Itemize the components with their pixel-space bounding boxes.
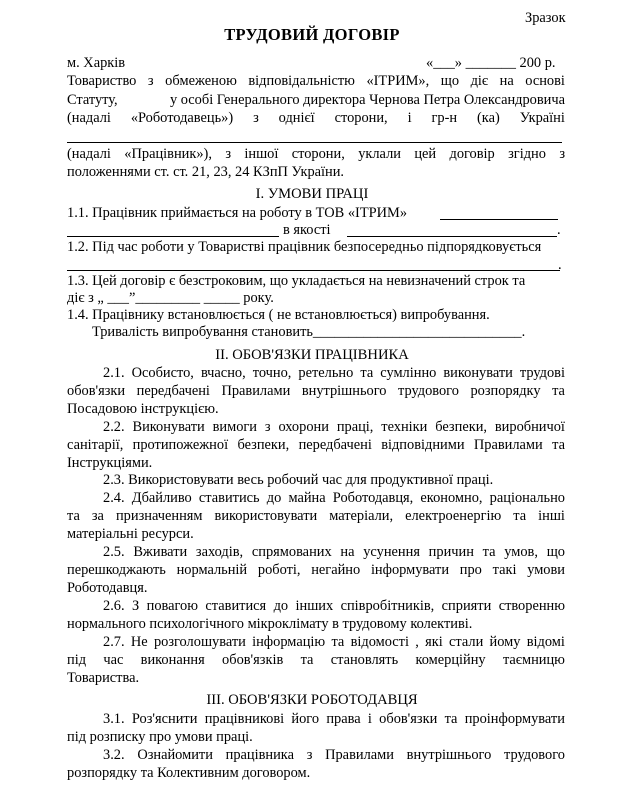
clause-line (67, 562, 565, 578)
period-mark: . (557, 222, 561, 238)
word: ставитися (205, 598, 267, 614)
word: ретельно (298, 365, 354, 381)
word: 3.1. (103, 711, 125, 727)
word: час (103, 652, 124, 668)
word: розголошувати (153, 634, 246, 650)
position-blank-1 (67, 236, 279, 237)
clause-1-3-date: діє з „ ___”_________ _____ року. (67, 290, 274, 306)
clause-line (103, 711, 565, 727)
word: Правилами (473, 437, 543, 453)
word: Ознайомити (137, 747, 213, 763)
word: 2.4. (103, 490, 125, 506)
word: гр-н (431, 110, 458, 126)
word: Роз'яснити (131, 711, 198, 727)
word: внутрішнього (406, 747, 492, 763)
employer-blank (440, 219, 558, 220)
clause-line: Посадовою інструкцією. (67, 401, 219, 417)
word: комерційну (415, 652, 486, 668)
word: вимоги (212, 419, 258, 435)
section-title: І. УМОВИ ПРАЦІ (255, 186, 369, 202)
word: повагою (146, 598, 199, 614)
clause-line: під розписку про умови праці. (67, 729, 253, 745)
word: (надалі (67, 110, 111, 126)
word: призначенням (115, 508, 203, 524)
clause-line (67, 508, 565, 524)
word: безпеки, (435, 419, 487, 435)
word: Україні (519, 110, 565, 126)
clause-line (67, 437, 565, 453)
clause-line: нормального психологічного мікроклімату в трудовому колективі. (67, 616, 473, 632)
city: м. Харків (67, 55, 126, 71)
word: Правилами (325, 747, 394, 763)
word: з (253, 110, 259, 126)
word: та (513, 508, 527, 524)
word: стали (449, 634, 484, 650)
section-title: ІІІ. ОБОВ'ЯЗКИ РОБОТОДАВЦЯ (206, 692, 418, 708)
word: спрямованих (251, 544, 332, 560)
preamble-line: положеннями ст. ст. 21, 23, 24 КЗпП України. (67, 164, 345, 180)
probation-duration: Тривалість випробування становить_____________________________. (92, 324, 526, 340)
word: Статуту, (67, 92, 118, 108)
word: такі (492, 562, 517, 578)
word: та (67, 508, 80, 524)
word: та (360, 365, 374, 381)
word: виконання (140, 652, 205, 668)
word: умов, (504, 544, 538, 560)
word: на (499, 73, 514, 89)
word: уклали (358, 146, 401, 162)
word: інформувати (370, 562, 450, 578)
word: у особі Генерального директора Чернова Петра Олександровича (169, 92, 565, 108)
word: економно, (420, 490, 483, 506)
word: 2.2. (103, 419, 125, 435)
preamble-line (67, 110, 565, 126)
word: договір (449, 146, 495, 162)
word: Дбайливо (131, 490, 192, 506)
word: обов'язки (67, 383, 126, 399)
word: трудові (519, 365, 565, 381)
preamble-line (67, 73, 565, 89)
word: Виконувати (132, 419, 205, 435)
section-title: ІІ. ОБОВ'ЯЗКИ ПРАЦІВНИКА (215, 347, 409, 363)
period-mark: . (558, 257, 562, 273)
word: відомі (526, 634, 565, 650)
word: заходів, (195, 544, 244, 560)
word: та (331, 634, 345, 650)
word: негайно (311, 562, 361, 578)
word: роботі, (257, 562, 301, 578)
clause-line (67, 383, 565, 399)
clause-line: розпорядку та Колективним договором. (67, 765, 311, 781)
clause-line: 2.3. Використовувати весь робочий час для продуктивної праці. (103, 472, 494, 488)
preamble-line (67, 146, 565, 162)
word: сумлінно (380, 365, 437, 381)
word: становлять (330, 652, 399, 668)
contract-date: «___» _______ 200 р. (426, 55, 556, 71)
word: основі (525, 73, 565, 89)
clause-line (103, 419, 565, 435)
word: майна (288, 490, 326, 506)
clause-line (103, 544, 565, 560)
clause-line (67, 652, 565, 668)
supervisor-blank (67, 270, 560, 271)
word: працівника (225, 747, 294, 763)
word: «Працівник»), (124, 146, 212, 162)
word: обмеженою (165, 73, 237, 89)
word: розпорядку (470, 383, 541, 399)
word: протипожежної (132, 437, 229, 453)
word: Не (130, 634, 148, 650)
clause-line (103, 490, 565, 506)
clause-line (103, 598, 565, 614)
word: до (273, 598, 289, 614)
word: 2.6. (103, 598, 125, 614)
clause-line: Інструкціями. (67, 455, 153, 471)
word: інших (295, 598, 334, 614)
word: та (552, 437, 565, 453)
word: та (444, 711, 458, 727)
word: Роботодавця, (332, 490, 414, 506)
word: умови (527, 562, 565, 578)
position-blank-2 (347, 236, 557, 237)
position-label: в якості (283, 222, 331, 238)
word: з (559, 146, 565, 162)
word: співробітників, (340, 598, 435, 614)
word: Особисто, (131, 365, 194, 381)
clause-1-1: 1.1. Працівник приймається на роботу в ТОВ «ІТРИМ» (67, 205, 408, 221)
word: обов'язки (379, 711, 438, 727)
word: працівникові (204, 711, 285, 727)
word: права (326, 711, 361, 727)
word: про (459, 562, 482, 578)
word: під (67, 652, 87, 668)
word: трудового (398, 383, 459, 399)
word: 2.1. (103, 365, 125, 381)
word: іншої (244, 146, 279, 162)
word: Правилами (221, 383, 291, 399)
word: виробничої (494, 419, 565, 435)
word: точно, (252, 365, 292, 381)
word: цей (414, 146, 437, 162)
word: з (306, 747, 313, 763)
word: використовувати (214, 508, 318, 524)
word: йому (489, 634, 521, 650)
word: відповідальністю (248, 73, 355, 89)
word: нормальній (176, 562, 248, 578)
word: (надалі (67, 146, 111, 162)
clause-line: Товариства. (67, 670, 140, 686)
word: «ІТРИМ», (366, 73, 430, 89)
clause-line: Роботодавця. (67, 580, 148, 596)
word: і (367, 711, 372, 727)
word: праці, (336, 419, 374, 435)
word: його (291, 711, 320, 727)
word: з (264, 419, 271, 435)
word: за (91, 508, 104, 524)
employee-name-blank (67, 142, 562, 143)
document-title: ТРУДОВИЙ ДОГОВІР (224, 25, 400, 44)
clause-line: матеріальні ресурси. (67, 526, 194, 542)
word: та (300, 652, 314, 668)
word: трудового (504, 747, 565, 763)
word: передбачені (136, 383, 210, 399)
word: матеріали, (329, 508, 394, 524)
word: внутрішнього (301, 383, 387, 399)
word: таємницю (502, 652, 565, 668)
word: згідно (508, 146, 546, 162)
clause-1-3: 1.3. Цей договір є безстроковим, що укладається на невизначений строк та (67, 273, 526, 289)
word: Вживати (133, 544, 188, 560)
clause-line (103, 747, 565, 763)
word: інші (538, 508, 565, 524)
word: з (225, 146, 231, 162)
word: які (425, 634, 443, 650)
word: безпеки, (237, 437, 290, 453)
word: що (440, 73, 460, 89)
word: 3.2. (103, 747, 125, 763)
word: раціонально (489, 490, 565, 506)
word: з (147, 73, 154, 89)
word: відомості (350, 634, 409, 650)
sample-label: Зразок (525, 10, 566, 26)
preamble-line (67, 92, 565, 108)
word: до (266, 490, 282, 506)
clause-1-4: 1.4. Працівнику встановлюється ( не встановлюється) випробування. (67, 307, 490, 323)
word: передбачені (298, 437, 372, 453)
word: інформацію (252, 634, 326, 650)
word: санітарії, (67, 437, 124, 453)
word: електроенергію (405, 508, 502, 524)
word: та (552, 383, 565, 399)
word: техніки (381, 419, 428, 435)
word: і (407, 110, 412, 126)
clause-1-2: 1.2. Під час роботи у Товаристві працівник безпосередньо підпорядковується (67, 239, 542, 255)
word: Товариство (67, 73, 137, 89)
word: , (415, 634, 419, 650)
word: що (546, 544, 565, 560)
word: усунення (363, 544, 420, 560)
word: ставитись (198, 490, 260, 506)
word: діє (470, 73, 489, 89)
clause-line (103, 634, 565, 650)
word: створенню (498, 598, 565, 614)
word: «Роботодавець») (130, 110, 234, 126)
word: та (482, 544, 496, 560)
word: охорони (278, 419, 329, 435)
word: сторони, (334, 110, 388, 126)
word: виконувати (443, 365, 513, 381)
word: сприяти (441, 598, 492, 614)
word: 2.5. (103, 544, 125, 560)
clause-line (103, 365, 565, 381)
word: причин (428, 544, 474, 560)
word: (ка) (477, 110, 500, 126)
word: 2.7. (103, 634, 125, 650)
word: вчасно, (200, 365, 246, 381)
word: проінформувати (464, 711, 565, 727)
word: однієї (278, 110, 315, 126)
word: на (340, 544, 355, 560)
word: відповідними (381, 437, 465, 453)
word: З (132, 598, 140, 614)
word: перешкоджають (67, 562, 166, 578)
word: сторони, (291, 146, 345, 162)
word: обов'язків (222, 652, 284, 668)
